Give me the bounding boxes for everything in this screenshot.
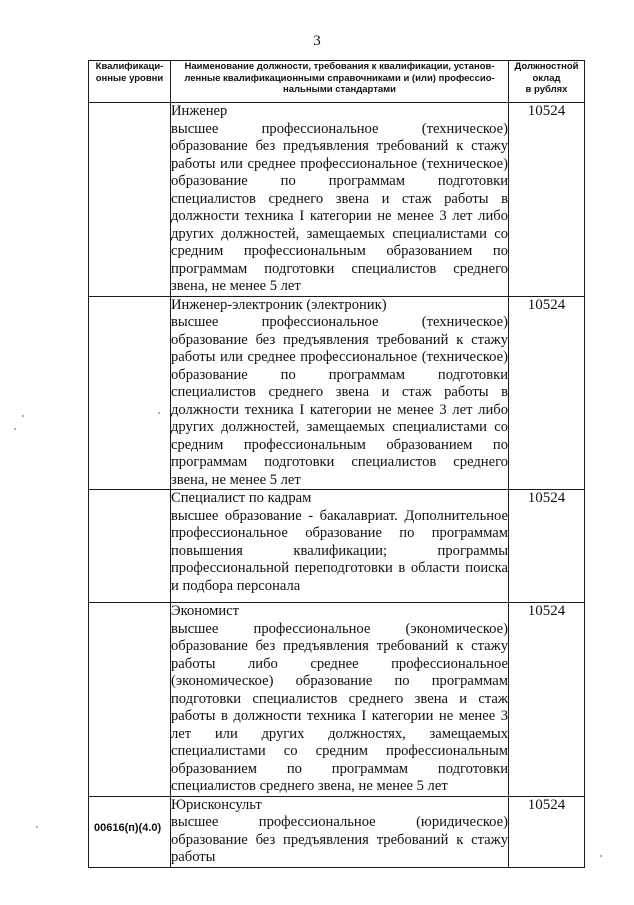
scan-speck — [14, 428, 16, 430]
qualification-level-cell — [89, 603, 171, 797]
position-requirements: высшее профессиональное (техническое) образование без предъявления требований к стажу работы или среднее профессиональное (техническое) образование по программам подготовки специалистов среднего звена и стаж работы в должности техника I категории не менее 3 лет либо других должностей, замещаемых специалистами со средним профессиональным образованием по программам подготовки специалистов среднего звена, не менее 5 лет — [171, 120, 508, 294]
table-row — [89, 103, 585, 297]
position-requirements: высшее профессиональное (экономическое) образование без предъявления требований к стажу работы либо среднее профессиональное (экономическое) образование по программам подготовки специалистов среднего звена и стаж работы в должности техника I категории не менее 3 лет или других должностях, замещаемых специалистами со средним профессиональным образованием по программам подготовки специалистов среднего звена, не менее 5 лет — [171, 620, 508, 794]
scan-speck — [600, 855, 602, 857]
position-description-cell — [171, 796, 509, 867]
qualification-level-cell — [89, 490, 171, 603]
position-description-cell — [171, 603, 509, 797]
position-requirements: высшее образование - бакалавриат. Дополнительное профессиональное образование по программам повышения квалификации; программы профессиональной переподготовки в области поиска и подбора персонала — [171, 507, 508, 594]
scan-speck — [36, 826, 38, 828]
table-header-row — [89, 61, 585, 103]
page-number: 3 — [313, 33, 321, 49]
salary-cell: 10524 — [509, 603, 585, 797]
position-description-cell — [171, 103, 509, 297]
qualification-table — [88, 60, 585, 868]
salary-cell: 10524 — [509, 103, 585, 297]
salary-cell: 10524 — [509, 796, 585, 867]
table-row — [89, 296, 585, 490]
scan-speck — [158, 412, 160, 414]
scan-speck — [22, 415, 24, 417]
document-code: 00616(п)(4.0) — [94, 822, 162, 834]
position-title: Инженер — [171, 103, 228, 119]
header-position-requirements: Наименование должности, требования к квалификации, установ- ленные квалификационными справочниками и (или) профессио- нальными стандартами — [171, 61, 509, 103]
position-title: Инженер-электроник (электроник) — [171, 296, 387, 313]
position-title: Юрисконсульт — [171, 796, 262, 813]
position-requirements: высшее профессиональное (юридическое) образование без предъявления требований к стажу работы — [171, 814, 508, 865]
qualification-level-cell — [89, 103, 171, 297]
position-description-cell — [171, 296, 509, 490]
position-requirements: высшее профессиональное (техническое) образование без предъявления требований к стажу работы или среднее профессиональное (техническое) образование по программам подготовки специалистов среднего звена и стаж работы в должности техника I категории не менее 3 лет либо других должностей, замещаемых специалистами со средним профессиональным образованием по программам подготовки специалистов среднего звена, не менее 5 лет — [171, 314, 508, 488]
table-row — [89, 490, 585, 603]
position-title: Специалист по кадрам — [171, 490, 312, 506]
position-description-cell — [171, 490, 509, 603]
salary-cell: 10524 — [509, 296, 585, 490]
salary-cell: 10524 — [509, 490, 585, 603]
header-qualification-levels: Квалификаци- онные уровни — [89, 61, 171, 103]
table-row — [89, 796, 585, 867]
qualification-level-cell — [89, 296, 171, 490]
position-title: Экономист — [171, 603, 240, 619]
header-salary: Должностной оклад в рублях — [509, 61, 585, 103]
table-row — [89, 603, 585, 797]
